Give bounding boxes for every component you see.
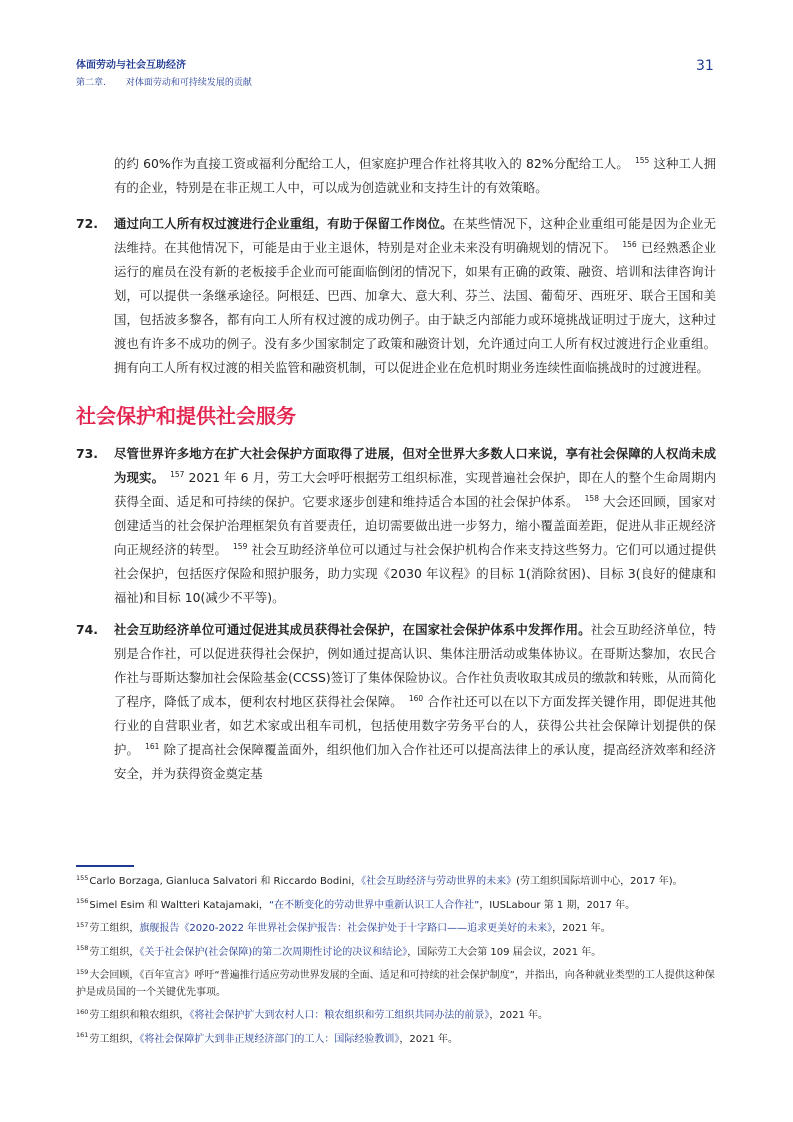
footnote-link[interactable]: 《将社会保障扩大到非正规经济部门的工人：国际经验教训》 xyxy=(139,1033,400,1045)
footnote-158 xyxy=(76,945,716,962)
paragraph-text: 在某些情况下，这种企业重组可能是因为企业无法维持。在其他情况下，可能是由于业主退休，特别是对企业未来没有明确规划的情况下。 xyxy=(114,216,717,255)
document-title: 体面劳动与社会互助经济 xyxy=(76,60,186,71)
footnote-text: Simel Esim 和 Waltteri Katajamaki， xyxy=(89,899,269,911)
footnote-ref[interactable]: 160 xyxy=(408,693,424,703)
footnote-ref[interactable]: 156 xyxy=(622,239,637,249)
footnote-text: ，IUSLabour 第 1 期，2017 年。 xyxy=(479,899,636,911)
footnote-link[interactable]: 《关于社会保护(社会保障)的第二次周期性讨论的决议和结论》 xyxy=(139,946,408,958)
footnote-157 xyxy=(76,921,716,938)
footnote-text: 劳工组织， xyxy=(89,946,140,958)
footnote-text: ，国际劳工大会第 109 届会议，2021 年。 xyxy=(407,946,602,958)
chapter-title: 对体面劳动和可持续发展的贡献 xyxy=(125,78,252,88)
paragraph-72 xyxy=(76,212,716,380)
footnote-number: 157 xyxy=(76,920,89,929)
footnote-159 xyxy=(76,968,716,1001)
footnote-number: 155 xyxy=(76,873,89,882)
paragraph-text: 2021 年 6 月，劳工大会呼吁根据劳工组织标准，实现普遍社会保护，即在人的整个生命周期内获得全面、适足和可持续的保护。它要求逐步创建和维持适合本国的社会保护体系。 xyxy=(114,470,717,509)
footnote-divider xyxy=(76,865,134,867)
chapter-line xyxy=(76,75,252,88)
page-number: 31 xyxy=(696,58,714,74)
footnote-156 xyxy=(76,898,716,915)
footnote-link[interactable]: 《将社会保护扩大到农村人口：粮农组织和劳工组织共同办法的前景》 xyxy=(189,1010,490,1021)
footnote-text: (劳工组织国际培训中心，2017 年)。 xyxy=(516,876,683,887)
footnote-text: ，2021 年。 xyxy=(399,1033,459,1045)
main-body xyxy=(76,152,716,786)
footnote-161 xyxy=(76,1032,716,1049)
paragraph-text: 除了提高社会保障覆盖面外，组织他们加入合作社还可以提高法律上的承认度，提高经济效率和经济安全，并为获得资金奠定基 xyxy=(114,742,717,781)
footnote-text: 劳工组织， xyxy=(89,1033,140,1045)
footnote-text: ，2021 年。 xyxy=(489,1010,549,1021)
paragraph-text: 合作社还可以在以下方面发挥关键作用，即促进其他行业的自营职业者，如艺术家或出租车司机，包括使用数字劳务平台的人，获得公共社会保障计划提供的保护。 xyxy=(114,694,717,757)
footnote-text: 大会回顾，《百年宣言》呼吁“普遍推行适应劳动世界发展的全面、适足和可持续的社会保护制度”，并指出，向各种就业类型的工人提供这种保护是成员国的一个关键优先事项。 xyxy=(76,970,715,998)
footnote-text: Carlo Borzaga, Gianluca Salvatori 和 Riccardo Bodini， xyxy=(89,876,362,887)
chapter-number: 第二章. xyxy=(76,78,106,88)
paragraph-74 xyxy=(76,618,716,786)
footnote-number: 160 xyxy=(76,1007,89,1016)
footnotes xyxy=(76,874,716,1055)
footnote-link[interactable]: 《社会互助经济与劳动世界的未来》 xyxy=(361,876,517,887)
section-heading: 社会保护和提供社会服务 xyxy=(76,404,296,428)
paragraph-text: 社会互助经济单位可以通过与社会保护机构合作来支持这些努力。它们可以通过提供社会保护，包括医疗保险和照护服务，助力实现《2030 年议程》的目标 1(消除贫困)、目标 3(良好的健康和福祉)和目标 10(减少不平等)。 xyxy=(114,542,717,605)
paragraph-73 xyxy=(76,442,716,610)
footnote-link[interactable]: 旗舰报告《2020-2022 年世界社会保护报告：社会保护处于十字路口——追求更美好的未来》 xyxy=(139,923,553,934)
footnote-number: 159 xyxy=(76,967,89,976)
footnote-text: 劳工组织， xyxy=(89,923,140,934)
paragraph-number: 73. xyxy=(76,446,98,461)
paragraph-text: 的约 60%作为直接工资或福利分配给工人，但家庭护理合作社将其收入的 82%分配给工人。 xyxy=(114,156,629,171)
footnote-155 xyxy=(76,874,716,891)
footnote-ref[interactable]: 155 xyxy=(634,155,650,165)
paragraph-lead: 社会互助经济单位可通过促进其成员获得社会保护，在国家社会保护体系中发挥作用。 xyxy=(114,622,591,637)
footnote-text: ，2021 年。 xyxy=(552,923,611,934)
paragraph-number: 74. xyxy=(76,622,98,637)
footnote-ref[interactable]: 157 xyxy=(170,469,185,479)
paragraph-number: 72. xyxy=(76,216,98,231)
paragraph-text: 已经熟悉企业运行的雇员在没有新的老板接手企业而可能面临倒闭的情况下，如果有正确的政策、融资、培训和法律咨询计划，可以提供一条继承途径。阿根廷、巴西、加拿大、意大利、芬兰、法国、葡萄牙、西班牙、联合王国和美国，包括波多黎各，都有向工人所有权过渡的成功例子。由于缺乏内部能力或环境挑战证明过于庞大，这种过渡也有许多不成功的例子。没有多少国家制定了政策和融资计划，允许通过向工人所有权过渡进行企业重组。拥有向工人所有权过渡的相关监管和融资机制，可以促进企业在危机时期业务连续性面临挑战时的过渡进程。 xyxy=(114,240,717,375)
paragraph-lead: 通过向工人所有权过渡进行企业重组，有助于保留工作岗位。 xyxy=(114,216,453,231)
paragraph-lead: 尽管世界许多地方在扩大社会保护方面取得了进展，但对全世界大多数人口来说，享有社会保障的人权尚未成为现实。 xyxy=(114,446,716,485)
footnote-link[interactable]: “在不断变化的劳动世界中重新认识工人合作社” xyxy=(268,899,480,911)
footnote-text: 劳工组织和粮农组织， xyxy=(89,1010,190,1021)
footnote-number: 158 xyxy=(76,944,89,953)
paragraph-continuation xyxy=(76,152,716,200)
paragraph-text: 这种工人拥有的企业，特别是在非正规工人中，可以成为创造就业和支持生计的有效策略。 xyxy=(114,156,716,195)
footnote-number: 156 xyxy=(76,897,89,906)
footnote-ref[interactable]: 161 xyxy=(145,741,160,751)
footnote-ref[interactable]: 159 xyxy=(233,541,248,551)
paragraph-text: 大会还回顾，国家对创建适当的社会保护治理框架负有首要责任，迫切需要做出进一步努力，缩小覆盖面差距，促进从非正规经济向正规经济的转型。 xyxy=(114,494,717,557)
footnote-number: 161 xyxy=(76,1031,89,1040)
paragraph-text: 社会互助经济单位，特别是合作社，可以促进获得社会保护，例如通过提高认识、集体注册活动或集体协议。在哥斯达黎加，农民合作社与哥斯达黎加社会保险基金(CCSS)签订了集体保险协议。合作社负责收取其成员的缴款和转账，从而简化了程序，降低了成本，便利农村地区获得社会保障。 xyxy=(114,622,717,709)
footnote-160 xyxy=(76,1008,716,1025)
footnote-ref[interactable]: 158 xyxy=(584,493,599,503)
